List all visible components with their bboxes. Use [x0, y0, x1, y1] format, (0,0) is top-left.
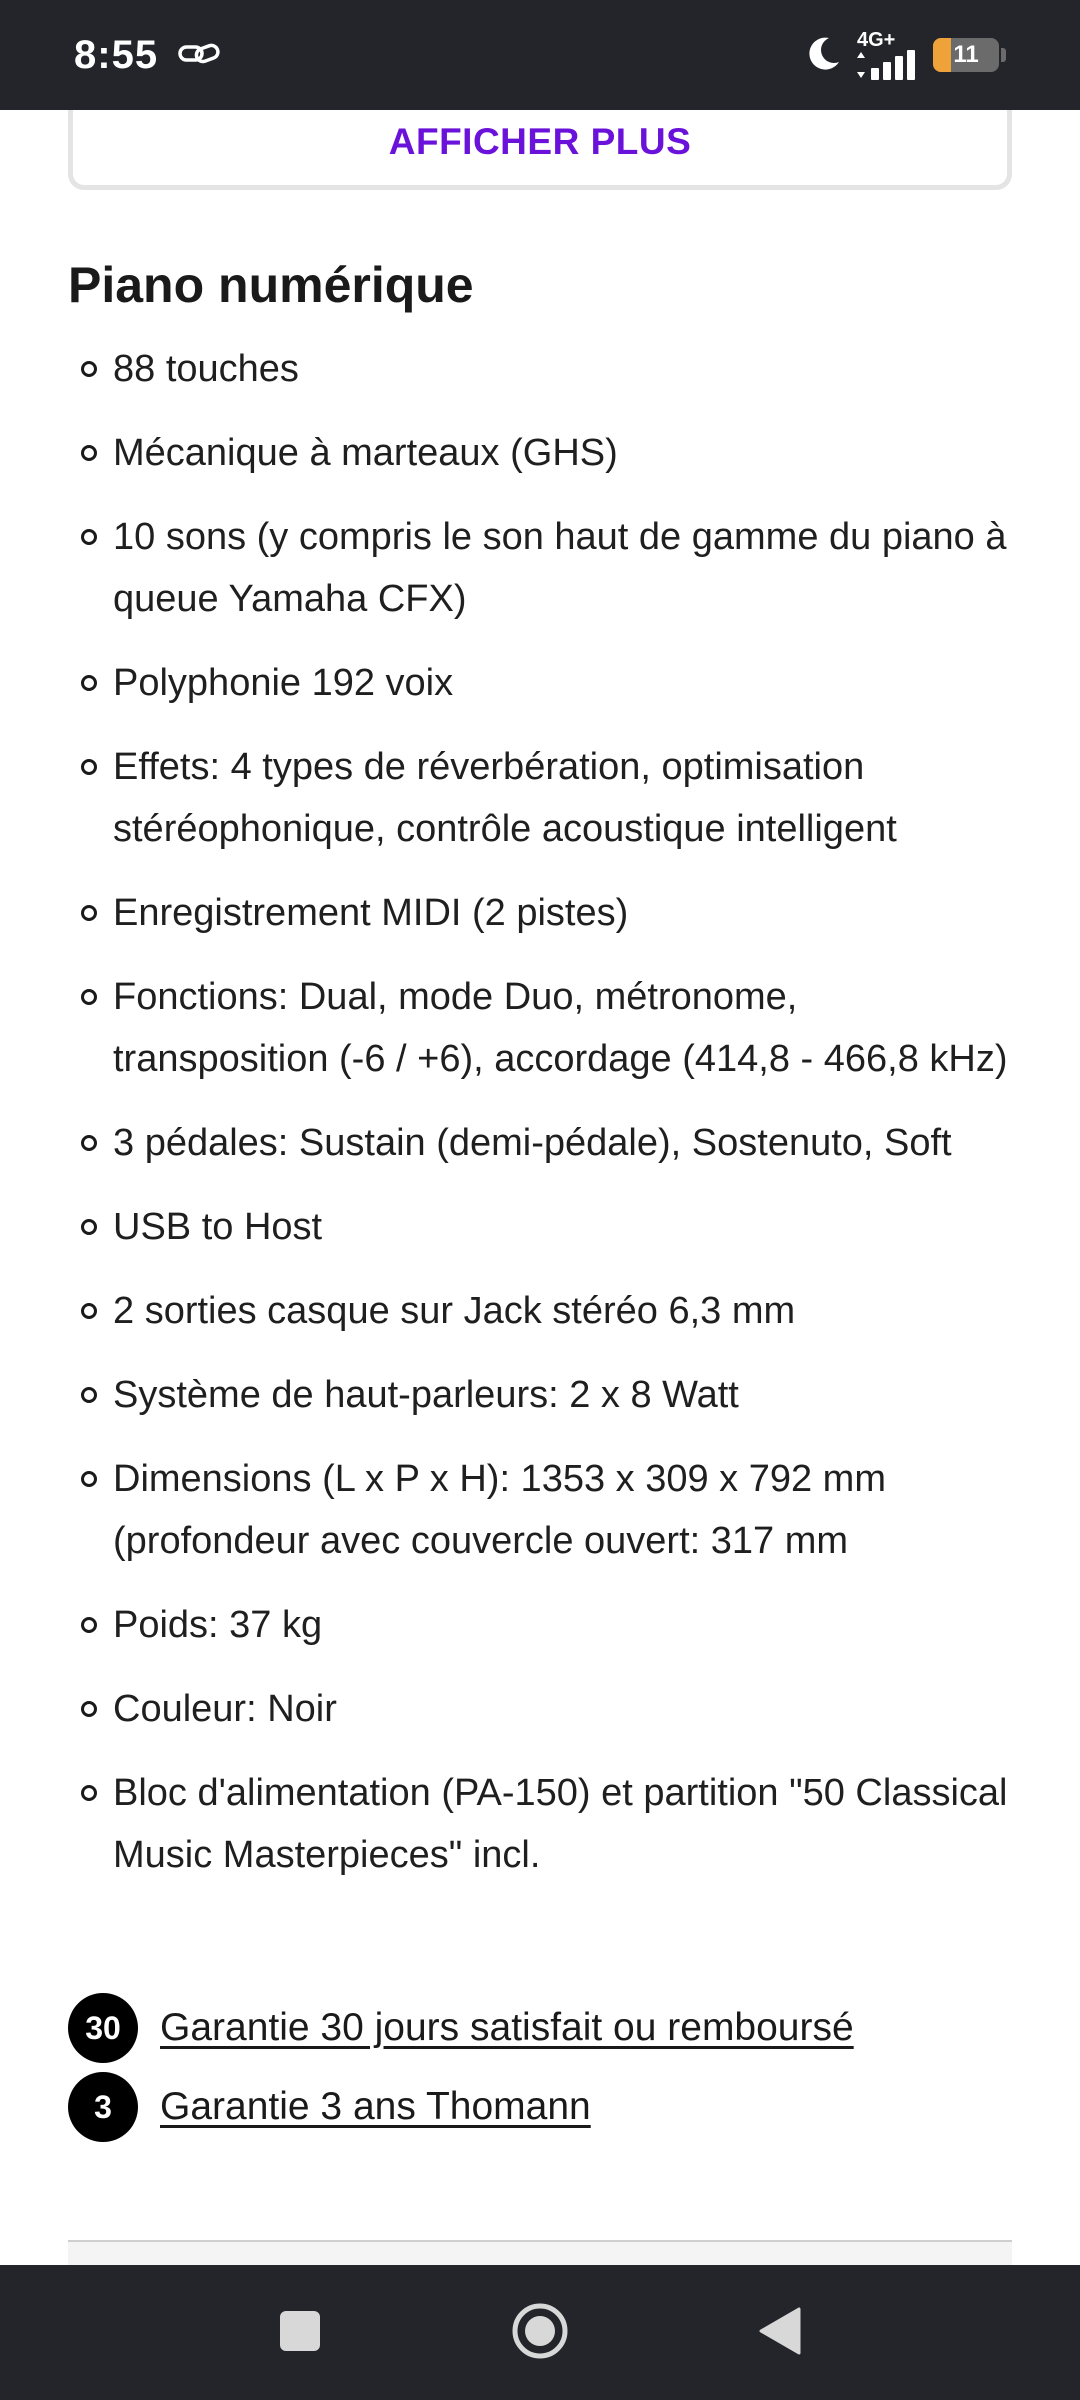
guarantee-30-days[interactable]: [68, 1993, 854, 2063]
back-button[interactable]: [740, 2293, 820, 2373]
spec-item: [68, 1280, 1012, 1342]
spec-item: [68, 338, 1012, 400]
link-icon: [178, 38, 220, 73]
spec-text: Couleur: Noir: [113, 1688, 337, 1730]
spec-item: [68, 652, 1012, 714]
spec-text: Effets: 4 types de réverbération, optimisation stéréophonique, contrôle acoustique intelligent: [113, 746, 897, 850]
status-left: [74, 33, 220, 78]
bullet-icon: [81, 1303, 97, 1319]
bullet-icon: [81, 675, 97, 691]
bullet-icon: [81, 1387, 97, 1403]
spec-item: [68, 422, 1012, 484]
spec-text: Mécanique à marteaux (GHS): [113, 432, 618, 474]
bullet-icon: [81, 989, 97, 1005]
spec-text: Bloc d'alimentation (PA-150) et partition "50 Classical Music Masterpieces" incl.: [113, 1772, 1008, 1876]
bullet-icon: [81, 905, 97, 921]
section-title: Piano numérique: [68, 257, 474, 313]
bullet-icon: [81, 529, 97, 545]
next-section-edge: [68, 2242, 1012, 2265]
show-more-button[interactable]: AFFICHER PLUS: [388, 121, 692, 162]
status-time: 8:55: [74, 32, 159, 77]
guarantee-link[interactable]: Garantie 3 ans Thomann: [160, 2085, 591, 2128]
moon-icon: [805, 34, 843, 77]
battery-cap: [1001, 48, 1006, 62]
spec-item: [68, 1448, 1012, 1572]
spec-item: [68, 1364, 1012, 1426]
spec-text: Poids: 37 kg: [113, 1604, 323, 1646]
spec-text: Enregistrement MIDI (2 pistes): [113, 892, 629, 934]
battery-fill: [933, 38, 951, 72]
spec-text: 3 pédales: Sustain (demi-pédale), Sostenuto, Soft: [113, 1122, 952, 1164]
guarantee-badge: 3: [68, 2072, 138, 2142]
spec-item: [68, 1762, 1012, 1886]
bullet-icon: [81, 1617, 97, 1633]
spec-item: [68, 882, 1012, 944]
bullet-icon: [81, 361, 97, 377]
spec-item: [68, 506, 1012, 630]
bullet-icon: [81, 1471, 97, 1487]
bullet-icon: [81, 445, 97, 461]
status-right: [805, 30, 1006, 80]
spec-text: Fonctions: Dual, mode Duo, métronome, transposition (-6 / +6), accordage (414,8 - 466,8 kHz): [113, 976, 1008, 1080]
spec-item: [68, 1678, 1012, 1740]
battery-level: 11: [953, 41, 979, 68]
guarantee-badge: 30: [68, 1993, 138, 2063]
status-bar: [0, 0, 1080, 110]
bullet-icon: [81, 1785, 97, 1801]
spec-item: [68, 1112, 1012, 1174]
back-triangle-icon: [759, 2307, 801, 2358]
spec-item: [68, 1196, 1012, 1258]
recents-button[interactable]: [260, 2293, 340, 2373]
navigation-bar: [0, 2265, 1080, 2400]
spec-text: 2 sorties casque sur Jack stéréo 6,3 mm: [113, 1290, 796, 1332]
spec-text: 88 touches: [113, 348, 299, 390]
spec-text: Polyphonie 192 voix: [113, 662, 454, 704]
network-type: 4G+: [857, 29, 896, 51]
spec-text: Système de haut-parleurs: 2 x 8 Watt: [113, 1374, 739, 1416]
home-circle-icon: [510, 2301, 570, 2364]
recents-square-icon: [279, 2310, 321, 2355]
spec-item: [68, 1594, 1012, 1656]
spec-list: [68, 338, 1012, 1908]
spec-item: [68, 736, 1012, 860]
page-content: [0, 110, 1080, 2265]
bullet-icon: [81, 1219, 97, 1235]
guarantee-3-years[interactable]: [68, 2072, 591, 2142]
spec-item: [68, 966, 1012, 1090]
spec-text: USB to Host: [113, 1206, 323, 1248]
guarantee-link[interactable]: Garantie 30 jours satisfait ou remboursé: [160, 2006, 854, 2049]
home-button[interactable]: [500, 2293, 580, 2373]
bullet-icon: [81, 759, 97, 775]
bullet-icon: [81, 1701, 97, 1717]
spec-text: 10 sons (y compris le son haut de gamme du piano à queue Yamaha CFX): [113, 516, 1007, 620]
battery-icon: [933, 38, 999, 72]
spec-text: Dimensions (L x P x H): 1353 x 309 x 792 mm (profondeur avec couvercle ouvert: 317 mm: [113, 1458, 886, 1562]
show-more-card: [68, 110, 1012, 190]
bullet-icon: [81, 1135, 97, 1151]
signal-icon: [857, 30, 919, 80]
